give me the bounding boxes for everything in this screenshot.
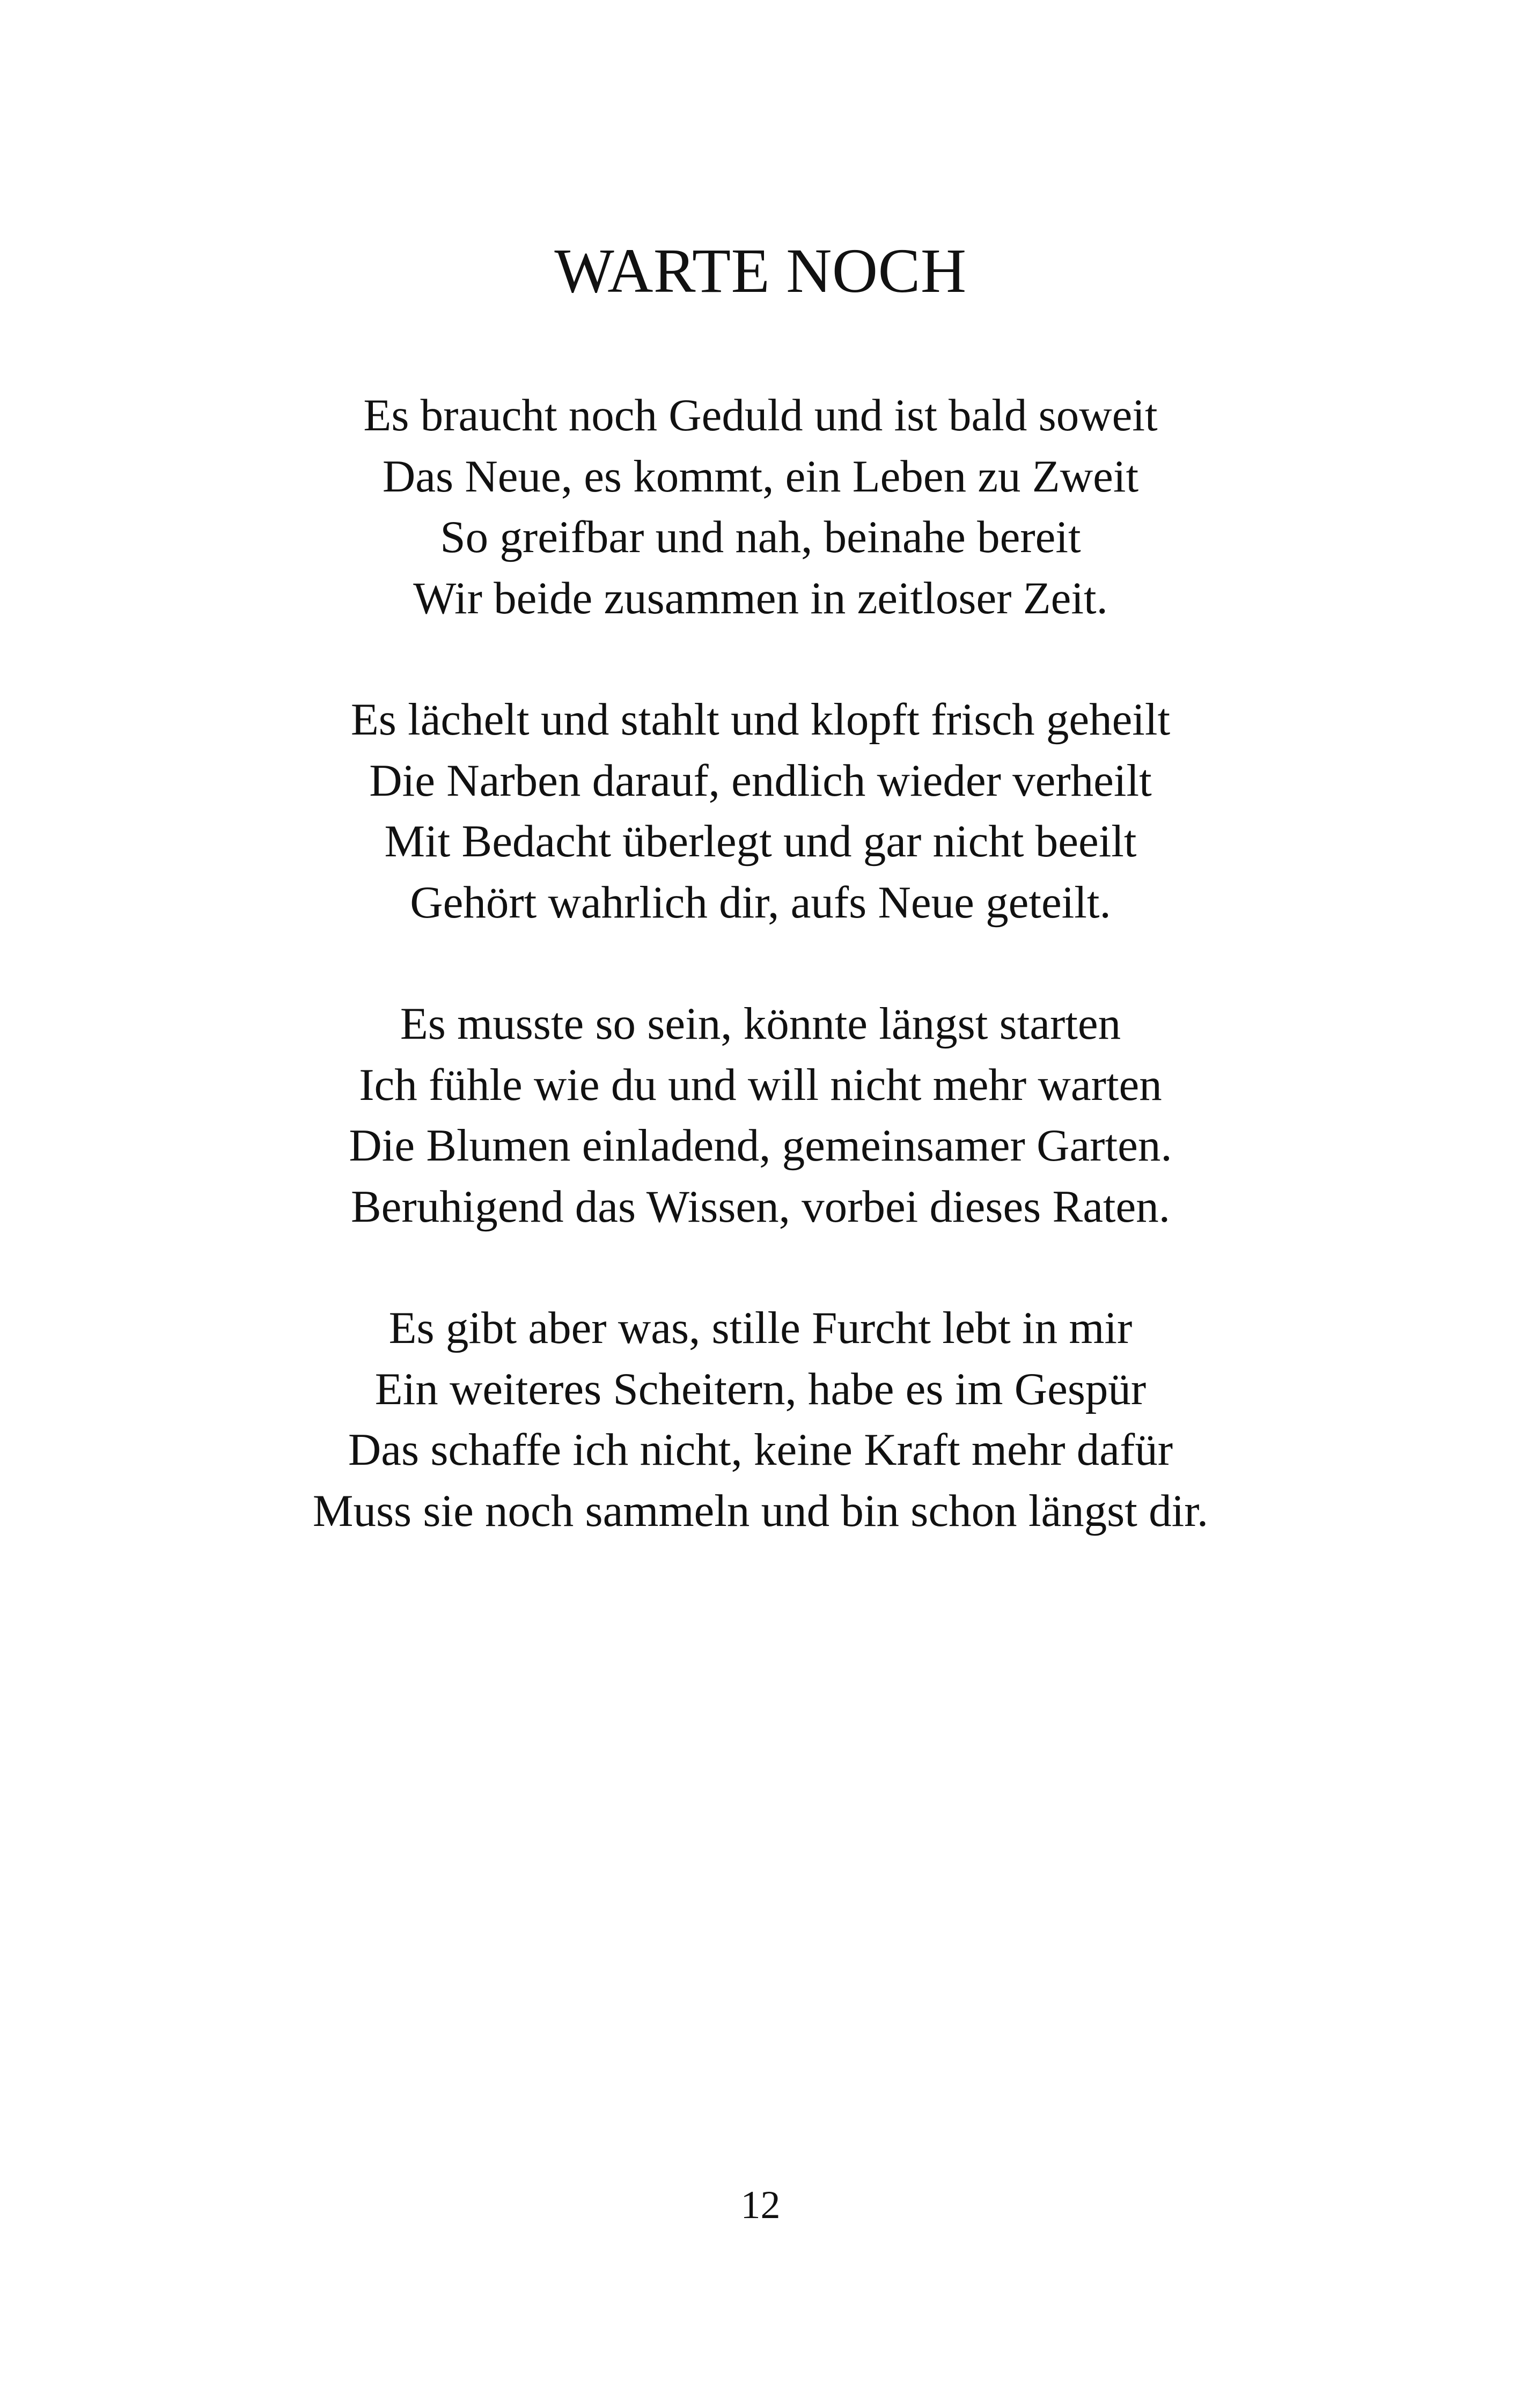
poem-title: WARTE NOCH <box>554 236 967 306</box>
poem-line: So greifbar und nah, beinahe bereit <box>440 512 1081 562</box>
poem-line: Mit Bedacht überlegt und gar nicht beeilt <box>384 816 1137 867</box>
poem-body <box>0 385 1521 1602</box>
poem-line: Es musste so sein, könnte längst starten <box>400 999 1121 1049</box>
poem-line: Gehört wahrlich dir, aufs Neue geteilt. <box>410 877 1111 928</box>
poem-line: Muss sie noch sammeln und bin schon längst dir. <box>312 1485 1209 1536</box>
poem-line: Die Blumen einladend, gemeinsamer Garten. <box>349 1120 1172 1171</box>
poem-line: Es braucht noch Geduld und ist bald soweit <box>363 390 1158 441</box>
poem-line: Ich fühle wie du und will nicht mehr warten <box>359 1059 1162 1110</box>
poem-line: Das Neue, es kommt, ein Leben zu Zweit <box>382 451 1139 502</box>
page-number: 12 <box>740 2183 781 2227</box>
stanza-2 <box>0 689 1521 933</box>
poem-line: Das schaffe ich nicht, keine Kraft mehr dafür <box>348 1425 1173 1475</box>
poem-line: Es gibt aber was, stille Furcht lebt in mir <box>388 1303 1133 1353</box>
poem-line: Die Narben darauf, endlich wieder verheilt <box>369 755 1152 806</box>
stanza-4 <box>0 1298 1521 1541</box>
stanza-3 <box>0 994 1521 1237</box>
stanza-1 <box>0 385 1521 629</box>
poem-line: Wir beide zusammen in zeitloser Zeit. <box>413 572 1108 623</box>
poem-line: Ein weiteres Scheitern, habe es im Gespür <box>374 1363 1147 1414</box>
poem-line: Es lächelt und stahlt und klopft frisch geheilt <box>350 694 1171 745</box>
poem-line: Beruhigend das Wissen, vorbei dieses Raten. <box>350 1181 1171 1232</box>
